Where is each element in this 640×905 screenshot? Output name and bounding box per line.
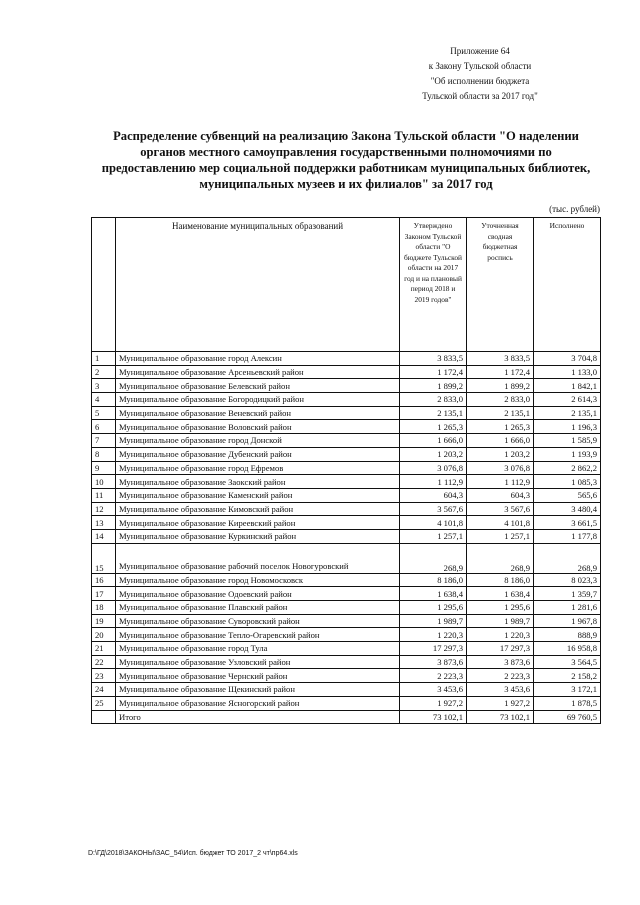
cell-name: Муниципальное образование Чернский район (116, 669, 400, 683)
cell-executed: 69 760,5 (534, 710, 601, 724)
cell-approved: 1 220,3 (400, 628, 467, 642)
cell-name: Муниципальное образование город Донской (116, 434, 400, 448)
cell-name: Муниципальное образование Кимовский район (116, 502, 400, 516)
cell-name: Муниципальное образование Каменский район (116, 488, 400, 502)
cell-refined: 2 135,1 (467, 406, 534, 420)
cell-executed: 2 135,1 (534, 406, 601, 420)
cell-name: Муниципальное образование Ясногорский район (116, 696, 400, 710)
cell-num: 15 (92, 543, 116, 573)
cell-num: 10 (92, 475, 116, 489)
table-row (92, 529, 601, 543)
cell-num (92, 710, 116, 724)
cell-name: Муниципальное образование Суворовский район (116, 614, 400, 628)
cell-approved: 8 186,0 (400, 573, 467, 587)
cell-name: Муниципальное образование Белевский район (116, 379, 400, 393)
cell-name: Муниципальное образование Узловский район (116, 655, 400, 669)
cell-name: Муниципальное образование город Тула (116, 642, 400, 656)
cell-refined: 1 638,4 (467, 587, 534, 601)
cell-num: 8 (92, 447, 116, 461)
table-row (92, 406, 601, 420)
cell-executed: 1 359,7 (534, 587, 601, 601)
cell-name: Итого (116, 710, 400, 724)
table-row (92, 655, 601, 669)
table-row (92, 488, 601, 502)
document-title (96, 128, 596, 192)
table-row (92, 379, 601, 393)
cell-approved: 1 112,9 (400, 475, 467, 489)
cell-approved: 17 297,3 (400, 642, 467, 656)
table-row (92, 516, 601, 530)
cell-num: 12 (92, 502, 116, 516)
table-row (92, 587, 601, 601)
cell-approved: 2 135,1 (400, 406, 467, 420)
cell-name: Муниципальное образование город Алексин (116, 352, 400, 366)
cell-executed: 1 967,8 (534, 614, 601, 628)
cell-executed: 3 704,8 (534, 352, 601, 366)
table-row (92, 683, 601, 697)
cell-executed: 268,9 (534, 543, 601, 573)
cell-num: 11 (92, 488, 116, 502)
cell-approved: 2 833,0 (400, 393, 467, 407)
cell-refined: 1 295,6 (467, 601, 534, 615)
cell-refined: 1 203,2 (467, 447, 534, 461)
cell-refined: 1 899,2 (467, 379, 534, 393)
cell-name: Муниципальное образование Дубенский район (116, 447, 400, 461)
cell-approved: 2 223,3 (400, 669, 467, 683)
table-row (92, 601, 601, 615)
cell-executed: 16 958,8 (534, 642, 601, 656)
cell-refined: 604,3 (467, 488, 534, 502)
header-executed: Исполнено (534, 218, 601, 352)
cell-executed: 1 177,8 (534, 529, 601, 543)
cell-num: 16 (92, 573, 116, 587)
cell-refined: 1 112,9 (467, 475, 534, 489)
header-approved: Утверждено Законом Тульской области "О бюджете Тульской области на 2017 год и на плановый период 2018 и 2019 годов" (400, 218, 467, 352)
cell-refined: 3 076,8 (467, 461, 534, 475)
cell-executed: 1 842,1 (534, 379, 601, 393)
cell-refined: 3 873,6 (467, 655, 534, 669)
table-header-row (92, 218, 601, 352)
cell-name: Муниципальное образование Веневский район (116, 406, 400, 420)
cell-executed: 3 564,5 (534, 655, 601, 669)
file-path-footer: D:\ГД\2018\ЗАКОНЫ\ЗАС_54\Исп. бюджет ТО 2017_2 чт\пр64.xls (88, 850, 298, 857)
cell-refined: 3 833,5 (467, 352, 534, 366)
table-row (92, 502, 601, 516)
cell-approved: 1 257,1 (400, 529, 467, 543)
cell-name: Муниципальное образование Куркинский район (116, 529, 400, 543)
cell-refined: 1 666,0 (467, 434, 534, 448)
cell-refined: 17 297,3 (467, 642, 534, 656)
cell-executed: 888,9 (534, 628, 601, 642)
cell-executed: 3 661,5 (534, 516, 601, 530)
appendix-line: к Закону Тульской области (428, 61, 532, 71)
appendix-line: Тульской области за 2017 год" (422, 91, 538, 101)
cell-approved: 1 203,2 (400, 447, 467, 461)
cell-executed: 2 614,3 (534, 393, 601, 407)
table-row (92, 669, 601, 683)
cell-executed: 2 862,2 (534, 461, 601, 475)
cell-refined: 73 102,1 (467, 710, 534, 724)
cell-name: Муниципальное образование Заокский район (116, 475, 400, 489)
total-row (92, 710, 601, 724)
table-row (92, 420, 601, 434)
cell-approved: 3 076,8 (400, 461, 467, 475)
cell-num: 18 (92, 601, 116, 615)
cell-num: 13 (92, 516, 116, 530)
cell-refined: 1 265,3 (467, 420, 534, 434)
cell-num: 17 (92, 587, 116, 601)
header-refined: Уточненная сводная бюджетная роспись (467, 218, 534, 352)
cell-approved: 604,3 (400, 488, 467, 502)
cell-approved: 3 453,6 (400, 683, 467, 697)
header-num (92, 218, 116, 352)
cell-executed: 565,6 (534, 488, 601, 502)
cell-name: Муниципальное образование Тепло-Огаревский район (116, 628, 400, 642)
table-row (92, 642, 601, 656)
cell-refined: 1 989,7 (467, 614, 534, 628)
appendix-block (360, 44, 600, 104)
table-body (92, 352, 601, 724)
cell-approved: 1 927,2 (400, 696, 467, 710)
cell-name: Муниципальное образование Одоевский район (116, 587, 400, 601)
cell-num: 1 (92, 352, 116, 366)
cell-executed: 1 281,6 (534, 601, 601, 615)
table-row (92, 365, 601, 379)
cell-approved: 268,9 (400, 543, 467, 573)
table-row (92, 573, 601, 587)
cell-approved: 4 101,8 (400, 516, 467, 530)
table-row (92, 352, 601, 366)
cell-refined: 1 172,4 (467, 365, 534, 379)
cell-refined: 2 223,3 (467, 669, 534, 683)
cell-refined: 4 101,8 (467, 516, 534, 530)
cell-approved: 3 567,6 (400, 502, 467, 516)
cell-executed: 1 193,9 (534, 447, 601, 461)
table-row (92, 696, 601, 710)
cell-name: Муниципальное образование Щекинский район (116, 683, 400, 697)
cell-approved: 1 295,6 (400, 601, 467, 615)
table-row (92, 628, 601, 642)
title-line: Распределение субвенций на реализацию Закона Тульской области "О наделении (113, 129, 579, 143)
cell-num: 19 (92, 614, 116, 628)
title-line: органов местного самоуправления государственными полномочиями по (140, 145, 552, 159)
cell-executed: 1 085,3 (534, 475, 601, 489)
cell-approved: 3 873,6 (400, 655, 467, 669)
cell-executed: 3 480,4 (534, 502, 601, 516)
table-row (92, 447, 601, 461)
cell-approved: 1 172,4 (400, 365, 467, 379)
cell-refined: 268,9 (467, 543, 534, 573)
cell-num: 24 (92, 683, 116, 697)
cell-num: 4 (92, 393, 116, 407)
cell-name: Муниципальное образование Богородицкий район (116, 393, 400, 407)
cell-name: Муниципальное образование город Новомосковск (116, 573, 400, 587)
title-line: предоставлению мер социальной поддержки работникам муниципальных библиотек, (101, 161, 591, 175)
cell-refined: 3 453,6 (467, 683, 534, 697)
cell-refined: 3 567,6 (467, 502, 534, 516)
cell-executed: 1 196,3 (534, 420, 601, 434)
table-row (92, 475, 601, 489)
cell-executed: 2 158,2 (534, 669, 601, 683)
cell-name: Муниципальное образование рабочий поселок Новогуровский (116, 543, 400, 573)
cell-approved: 1 899,2 (400, 379, 467, 393)
cell-executed: 8 023,3 (534, 573, 601, 587)
cell-num: 2 (92, 365, 116, 379)
table-row (92, 461, 601, 475)
cell-refined: 1 927,2 (467, 696, 534, 710)
cell-executed: 1 133,0 (534, 365, 601, 379)
cell-num: 21 (92, 642, 116, 656)
appendix-line: Приложение 64 (450, 46, 510, 56)
cell-refined: 1 220,3 (467, 628, 534, 642)
table-row (92, 434, 601, 448)
cell-num: 6 (92, 420, 116, 434)
cell-name: Муниципальное образование Воловский район (116, 420, 400, 434)
cell-approved: 1 989,7 (400, 614, 467, 628)
cell-num: 3 (92, 379, 116, 393)
cell-num: 14 (92, 529, 116, 543)
cell-num: 5 (92, 406, 116, 420)
cell-refined: 2 833,0 (467, 393, 534, 407)
cell-num: 22 (92, 655, 116, 669)
cell-name: Муниципальное образование Арсеньевский район (116, 365, 400, 379)
cell-approved: 1 638,4 (400, 587, 467, 601)
cell-executed: 1 878,5 (534, 696, 601, 710)
table-row (92, 543, 601, 573)
title-line: муниципальных музеев и их филиалов" за 2017 год (199, 177, 493, 191)
cell-num: 25 (92, 696, 116, 710)
cell-approved: 73 102,1 (400, 710, 467, 724)
subvention-table (91, 217, 601, 724)
appendix-line: "Об исполнении бюджета (430, 76, 530, 86)
cell-num: 7 (92, 434, 116, 448)
cell-num: 23 (92, 669, 116, 683)
cell-executed: 1 585,9 (534, 434, 601, 448)
cell-executed: 3 172,1 (534, 683, 601, 697)
header-name: Наименование муниципальных образований (116, 218, 400, 352)
cell-refined: 8 186,0 (467, 573, 534, 587)
units-label: (тыс. рублей) (549, 204, 600, 214)
cell-approved: 1 265,3 (400, 420, 467, 434)
cell-num: 9 (92, 461, 116, 475)
table-row (92, 393, 601, 407)
cell-name: Муниципальное образование Киреевский район (116, 516, 400, 530)
cell-approved: 3 833,5 (400, 352, 467, 366)
table-row (92, 614, 601, 628)
cell-name: Муниципальное образование Плавский район (116, 601, 400, 615)
cell-refined: 1 257,1 (467, 529, 534, 543)
cell-approved: 1 666,0 (400, 434, 467, 448)
cell-num: 20 (92, 628, 116, 642)
cell-name: Муниципальное образование город Ефремов (116, 461, 400, 475)
